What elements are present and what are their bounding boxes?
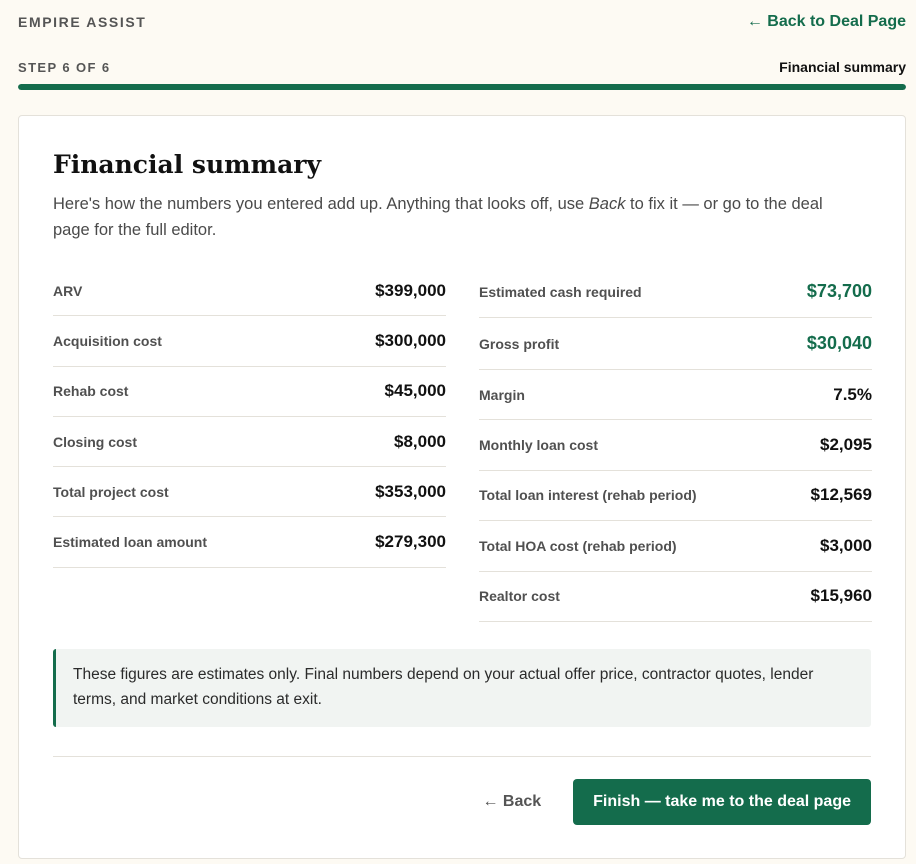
summary-row-acquisition-cost [53,316,446,366]
summary-row-total-loan-interest [479,471,872,521]
card-description [53,191,853,243]
summary-row-arv [53,266,446,316]
desc-back-emphasis: Back [588,195,626,213]
step-count: STEP 6 OF 6 [18,59,111,75]
step-name: Financial summary [779,59,906,75]
row-value: 7.5% [833,384,872,404]
row-value: $73,700 [806,281,872,301]
summary-row-rehab-cost [53,367,446,417]
back-button[interactable]: ← Back [482,793,542,810]
row-label: Estimated loan amount [53,534,208,551]
row-label: Total project cost [53,483,169,500]
right-summary-column [479,266,872,622]
top-bar [18,12,906,32]
row-label: Total loan interest (rehab period) [479,487,697,504]
summary-row-estimated-cash-required [479,266,872,318]
row-value: $12,569 [810,485,872,505]
summary-row-total-project-cost [53,467,446,517]
summary-row-estimated-loan-amount [53,517,446,567]
left-summary-column [53,266,446,568]
progress-fill [18,84,906,90]
row-label: ARV [53,282,83,299]
step-indicator [18,57,906,77]
back-to-deal-link[interactable]: ← Back to Deal Page [746,13,906,30]
row-label: Rehab cost [53,383,129,400]
row-label: Acquisition cost [53,332,162,349]
row-value: $300,000 [375,330,446,350]
row-label: Realtor cost [479,588,560,605]
row-label: Closing cost [53,433,138,450]
desc-text-1: Here's how the numbers you entered add up. Anything that looks off, use [53,195,589,213]
summary-row-gross-profit [479,318,872,370]
desc-text-2: to fix it — or go to the deal page for the full editor. [53,195,823,239]
summary-row-margin [479,370,872,420]
row-value: $8,000 [394,431,446,451]
row-value: $353,000 [375,481,446,501]
divider [53,756,871,757]
estimate-notice: These figures are estimates only. Final numbers depend on your actual offer price, contractor quotes, lender terms, and market conditions at exit. [53,649,871,727]
summary-row-closing-cost [53,417,446,467]
summary-card [18,115,906,859]
action-buttons [482,779,871,825]
row-value: $45,000 [384,381,446,401]
row-value: $3,000 [820,535,872,555]
row-label: Margin [479,386,525,403]
brand-name: EMPIRE ASSIST [18,14,147,30]
row-value: $30,040 [806,333,872,353]
row-value: $15,960 [810,586,872,606]
summary-row-realtor-cost [479,572,872,622]
row-label: Total HOA cost (rehab period) [479,537,677,554]
row-label: Estimated cash required [479,283,642,300]
row-value: $399,000 [375,280,446,300]
row-label: Monthly loan cost [479,437,598,454]
summary-row-total-hoa-cost [479,521,872,571]
row-label: Gross profit [479,335,560,352]
card-title: Financial summary [53,150,321,179]
row-value: $2,095 [820,435,872,455]
summary-row-monthly-loan-cost [479,420,872,470]
row-value: $279,300 [375,532,446,552]
finish-button[interactable]: Finish — take me to the deal page [573,779,871,825]
progress-bar [18,84,906,90]
